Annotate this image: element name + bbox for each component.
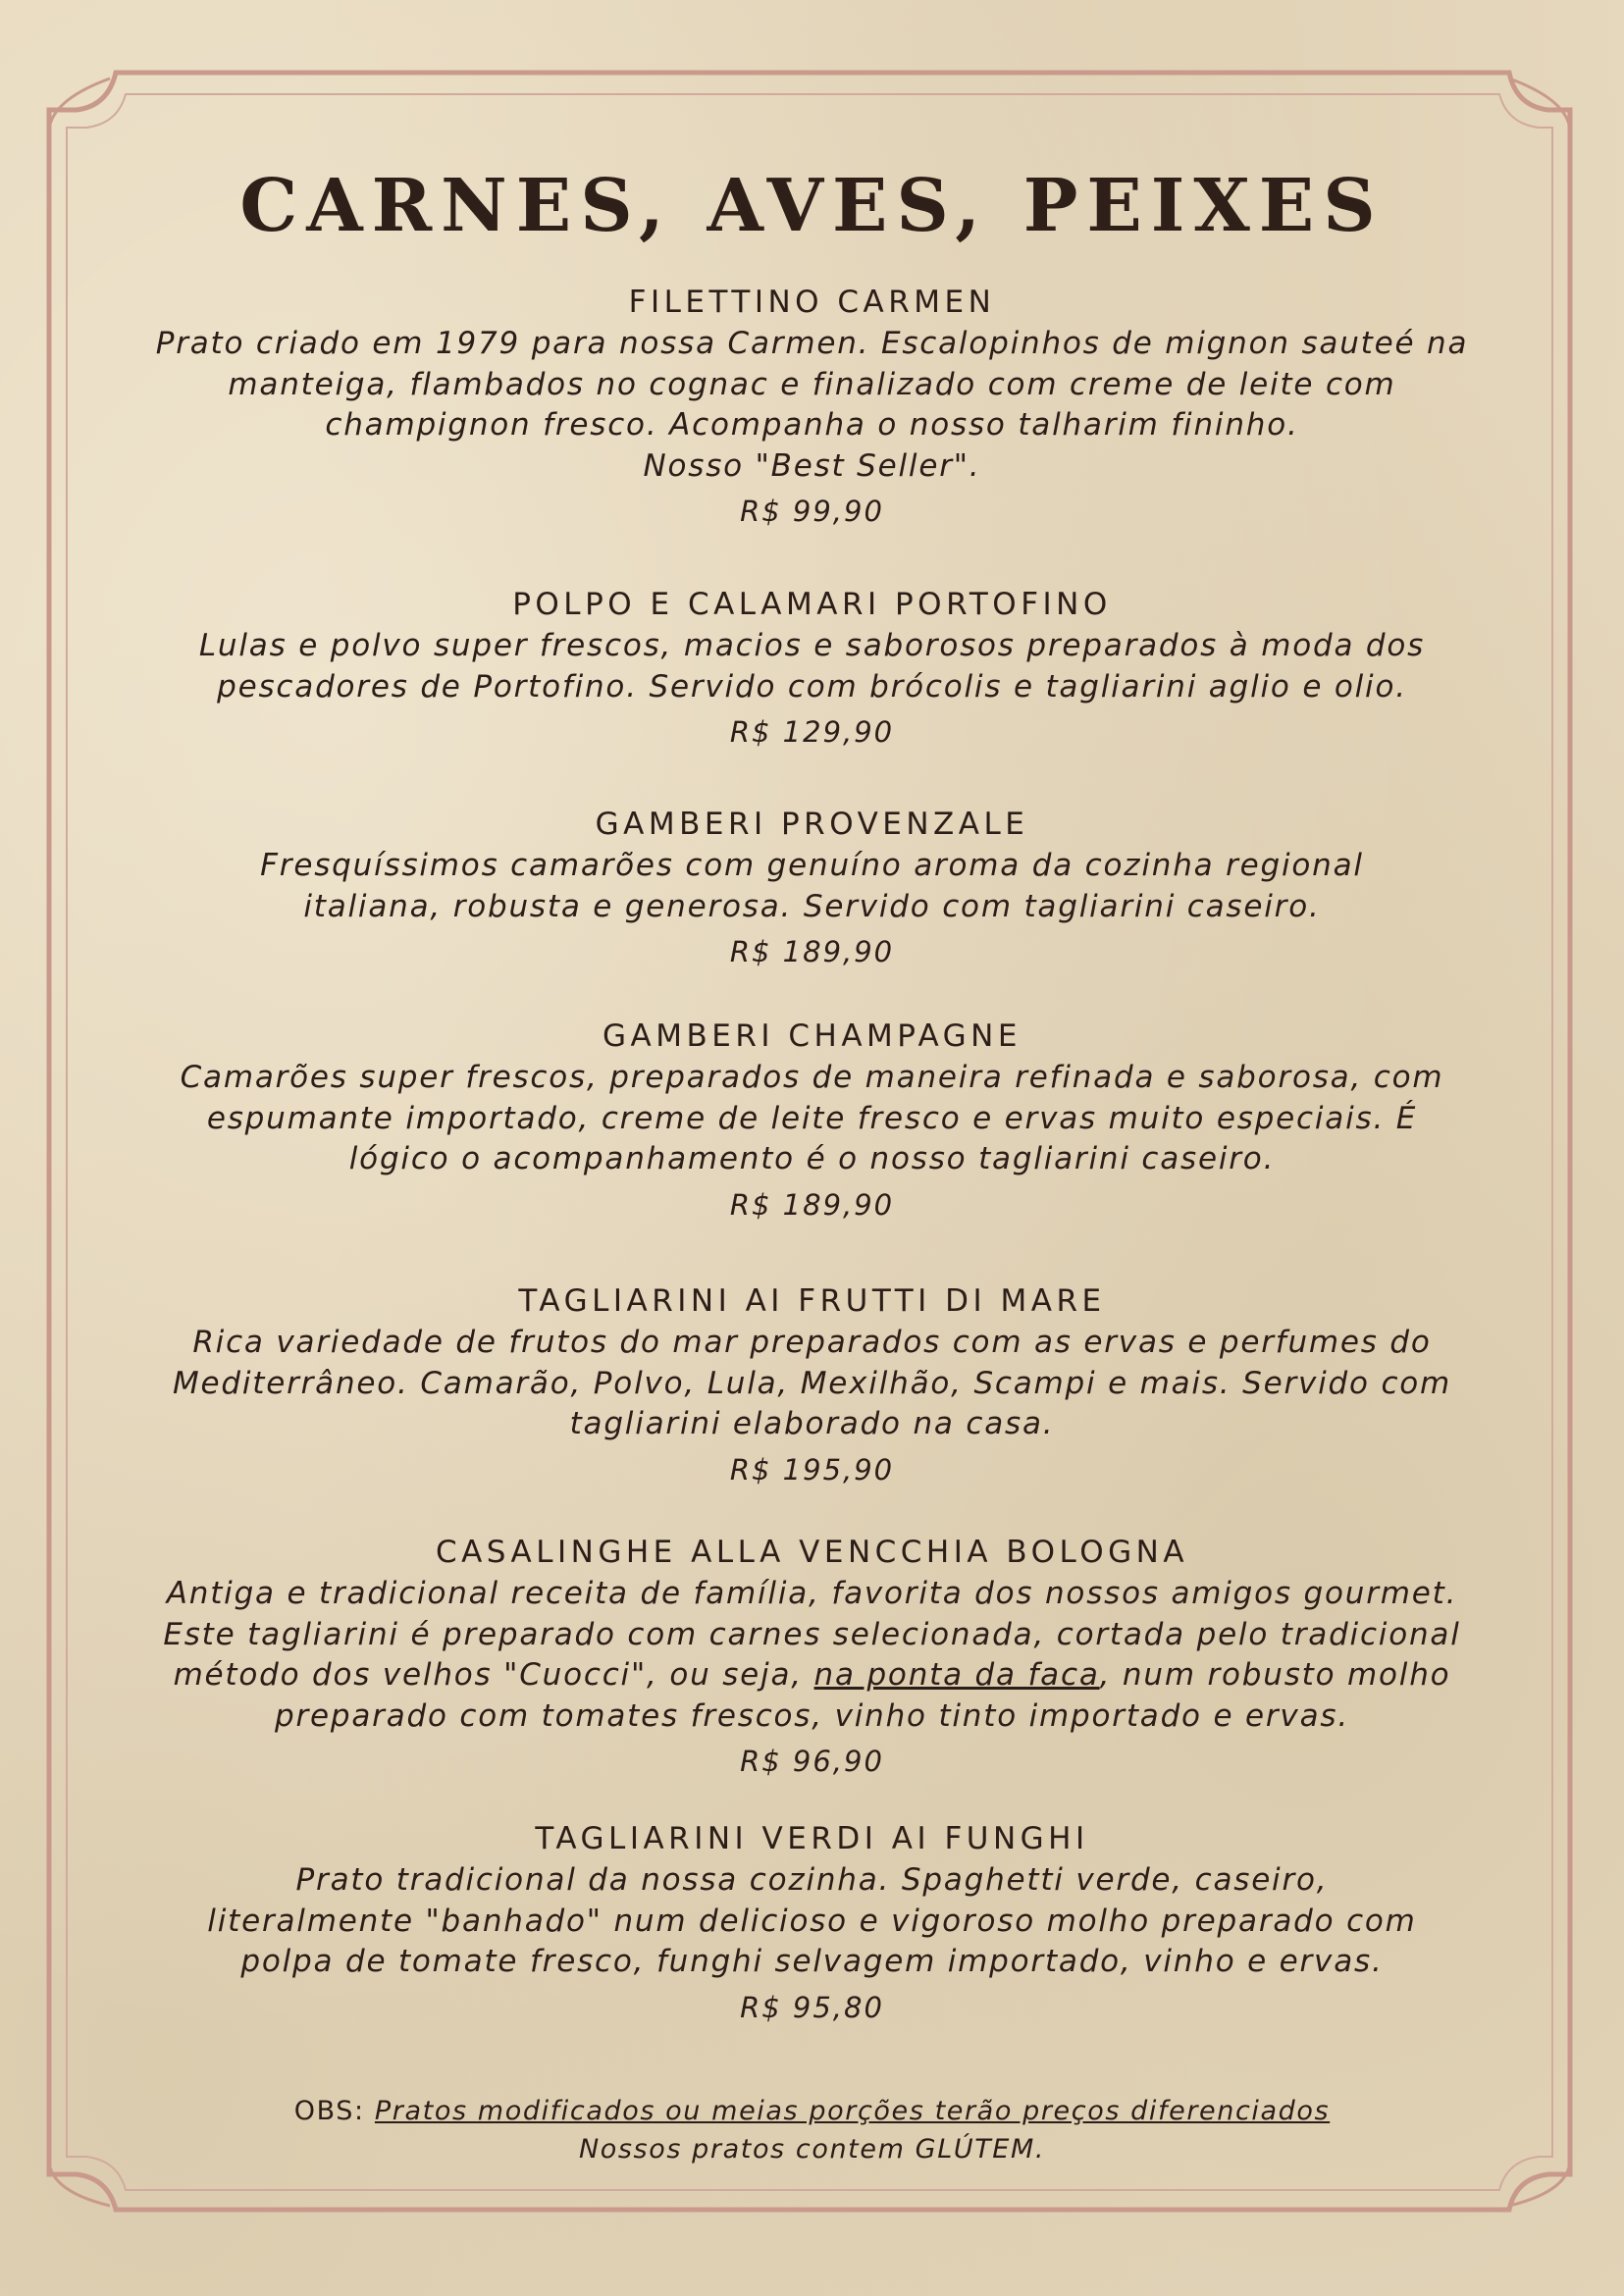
dish-description: Rica variedade de frutos do mar preparados com as ervas e perfumes do Mediterrâneo. Camarão, Polvo, Lula, Mexilhão, Scampi e mais. Servido com tagliarini elaborado na casa. [172,1325,1452,1441]
dish-description: Fresquíssimos camarões com genuíno aroma da cozinha regional italiana, robusta e generosa. Servido com tagliarini caseiro. [260,848,1364,924]
dish-description: Prato criado em 1979 para nossa Carmen. Escalopinhos de mignon sauteé na manteiga, flambados no cognac e finalizado com creme de leite com champignon fresco. Acompanha o nosso talharim fininho. Nosso "Best Seller". [155,326,1469,484]
dish-price: R$ 95,80 [740,1990,884,2024]
dish-description-emphasis: na ponta da faca [813,1657,1100,1693]
dish-price: R$ 189,90 [729,1187,895,1222]
dish-name: TAGLIARINI AI FRUTTI DI MARE [518,1283,1106,1319]
obs-note [118,2092,1506,2130]
dish-description: Camarões super frescos, preparados de maneira refinada e saborosa, com espumante importado, creme de leite fresco e ervas muito especiais. É lógico o acompanhamento é o nosso tagliarini caseiro. [180,1060,1444,1176]
dish-price: R$ 129,90 [729,715,895,749]
menu-notes [118,2092,1506,2168]
dish-item [118,1531,1506,1786]
dish-item [118,281,1506,536]
dish-item [118,1279,1506,1494]
page-title: CARNES, AVES, PEIXES [239,164,1385,248]
dish-item [118,1015,1506,1229]
dish-item [118,803,1506,976]
dish-description: Prato tradicional da nossa cozinha. Spaghetti verde, caseiro, literalmente "banhado" num delicioso e vigoroso molho preparado com polpa de tomate fresco, funghi selvagem importado, vinho e ervas. [207,1862,1417,1979]
dish-description [118,1574,1506,1737]
dish-price: R$ 96,90 [740,1745,884,1778]
dish-description-text: Antiga e tradicional receita de família, favorita dos nossos amigos gourmet. Este tagliarini é preparado com carnes selecionada, cortada pelo tradicional método dos velhos "Cuocci", ou seja, [163,1576,1461,1693]
dish-price: R$ 189,90 [729,935,895,968]
obs-text: Pratos modificados ou meias porções terão preços diferenciados [374,2096,1331,2126]
gluten-note: Nossos pratos contem GLÚTEM. [578,2134,1046,2165]
dish-name: CASALINGHE ALLA VENCCHIA BOLOGNA [435,1535,1189,1570]
dish-item [118,583,1506,757]
dish-price: R$ 195,90 [729,1452,895,1487]
dish-name: TAGLIARINI VERDI AI FUNGHI [535,1821,1089,1856]
dish-name: GAMBERI PROVENZALE [595,807,1029,842]
dish-name: POLPO E CALAMARI PORTOFINO [512,587,1112,622]
dish-description-text: , num robusto molho preparado com tomates frescos, vinho tinto importado e ervas. [275,1657,1451,1734]
dish-item [118,1817,1506,2032]
dish-description: Lulas e polvo super frescos, macios e saborosos preparados à moda dos pescadores de Portofino. Servido com brócolis e tagliarini aglio e olio. [198,628,1426,704]
dish-name: FILETTINO CARMEN [628,285,996,320]
obs-label: OBS: [293,2096,375,2126]
dish-price: R$ 99,90 [740,495,884,528]
dish-name: GAMBERI CHAMPAGNE [602,1018,1022,1054]
